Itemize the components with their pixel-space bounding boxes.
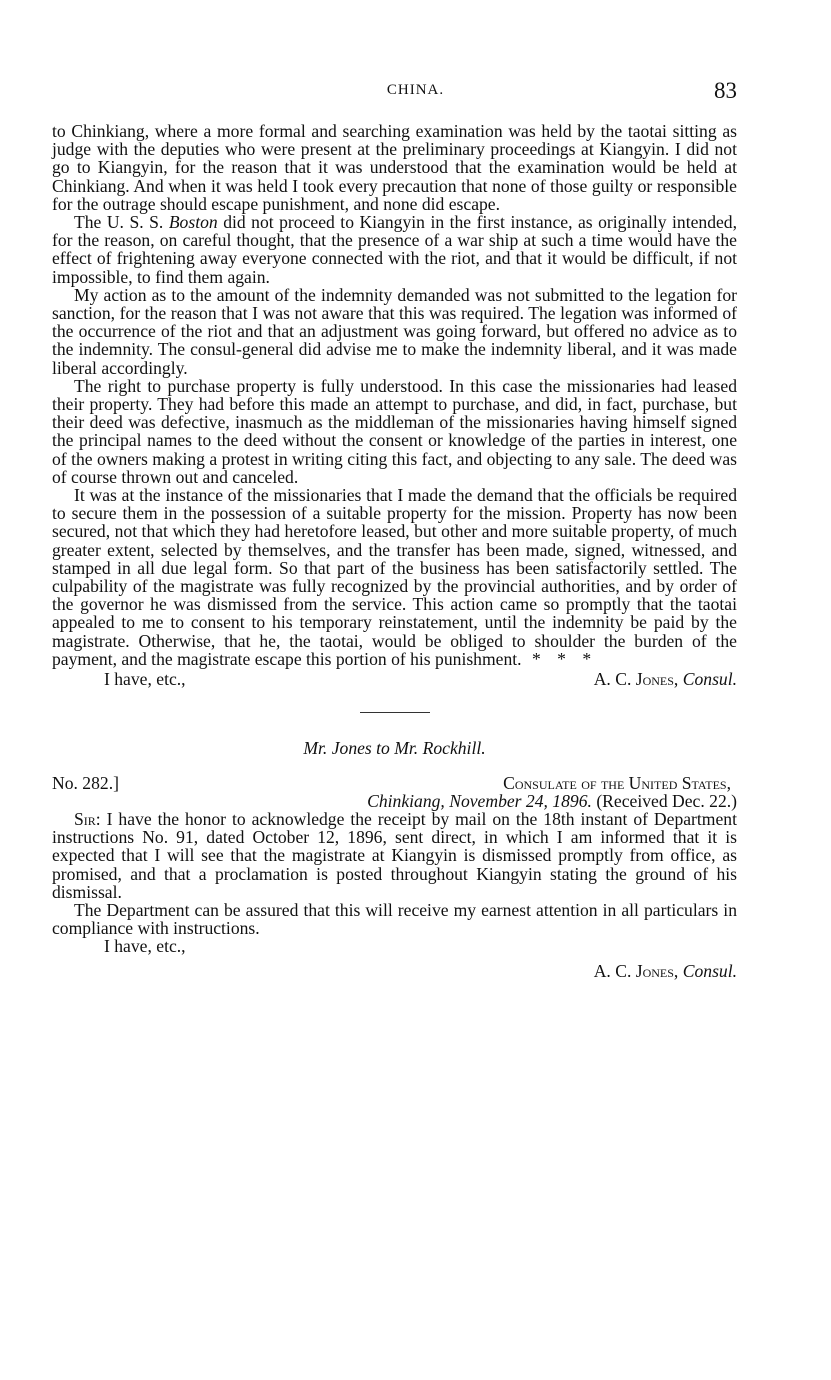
letter-heading: Mr. Jones to Mr. Rockhill. — [303, 738, 486, 759]
page-header — [0, 78, 831, 108]
salutation: Sir: — [74, 808, 101, 829]
paragraph-text: It was at the instance of the missionaries that I made the demand that the officials be required to secure them in the possession of a suitable property for the mission. Property has now been secured, not that which they had heretofore leased, but other and more suitable property, of much greater extent, selected by themselves, and the transfer has been made, signed, witnessed, and stamped in all due legal form. So that part of the business has been satisfactorily settled. The culpability of the magistrate was fully recognized by the provincial authorities, and by order of the governor he was dismissed from the service. This action came so promptly that the taotai appealed to me to consent to his temporary reinstatement, until the indemnity be paid by the magistrate. Otherwise, that he, the taotai, would be obliged to shoulder the burden of the payment, and the magistrate escape this portion of his punishment. — [52, 485, 737, 669]
paragraph: My action as to the amount of the indemnity demanded was not submitted to the legation for sanction, for the reason that I was not aware that this was required. The legation was informed of the occurrence of the riot and that an adjustment was going forward, but offered no advice as to the indemnity. The consul-general did advise me to make the indemnity liberal, and it was made liberal accordingly. — [52, 284, 737, 378]
body-text — [52, 122, 737, 980]
date-line — [52, 792, 737, 810]
place-date: Chinkiang, November 24, 1896. — [367, 790, 592, 811]
signature-title: Consul. — [682, 669, 737, 690]
paragraph: to Chinkiang, where a more formal and searching examination was held by the taotai sitting as judge with the deputies who were present at the preliminary proceedings at Kiangyin. I did not go to Kiangyin, for the reason that it was understood that the examination would be held at Chinkiang. And when it was held I took every precaution that none of those guilty or responsible for the outrage should escape punishment, and none did escape. — [52, 121, 737, 214]
paragraph — [52, 213, 737, 286]
paragraph: The Department can be assured that this will receive my earnest attention in all particulars in compliance with instructions. — [52, 899, 737, 939]
paragraph: The right to purchase property is fully understood. In this case the missionaries had leased their property. They had before this made an attempt to purchase, and did, in fact, purchase, but their deed was defective, inasmuch as the middleman of the missionaries having himself signed the principal names to the deed without the consent or knowledge of the parties in interest, one of the owners making a protest in writing citing this fact, and objecting to any sale. The deed was of course thrown out and canceled. — [52, 375, 737, 487]
received-date: (Received Dec. 22.) — [596, 790, 737, 811]
paragraph — [52, 486, 737, 668]
signature — [52, 962, 737, 980]
omission-stars: * * * — [531, 648, 598, 669]
ship-prefix: The U. S. S. — [74, 212, 164, 233]
paragraph-text: did not proceed to Kiangyin in the first instance, as originally intended, for the reason, on careful thought, that the presence of a war ship at such a time would have the effect of frightening away everyone connected with the riot, and that it would be difficult, if not impossible, to find them again. — [52, 212, 737, 287]
running-head: CHINA. — [386, 82, 445, 98]
page-number: 83 — [714, 78, 737, 103]
dispatch-number: No. 282.] — [52, 772, 119, 793]
signature-block — [52, 670, 737, 688]
closing: I have, etc., — [104, 669, 186, 690]
letter-address — [52, 774, 737, 792]
office-line: Consulate of the United States, — [503, 772, 731, 793]
signature-name: A. C. Jones, — [593, 669, 679, 690]
paragraph-text: I have the honor to acknowledge the receipt by mail on the 18th instant of Department instructions No. 91, dated October 12, 1896, sent direct, in which I am informed that it is expected that I will see that the magistrate at Kiangyin is dismissed promptly from office, as promised, and that a proclamation is posted throughout Kiangyin stating the ground of his dismissal. — [52, 808, 737, 902]
signature — [594, 670, 737, 688]
closing: I have, etc., — [104, 936, 186, 957]
signature-title: Consul. — [682, 960, 737, 981]
section-divider — [360, 712, 430, 713]
paragraph — [52, 810, 737, 901]
ship-name: Boston — [168, 212, 218, 233]
signature-name: A. C. Jones, — [593, 960, 679, 981]
